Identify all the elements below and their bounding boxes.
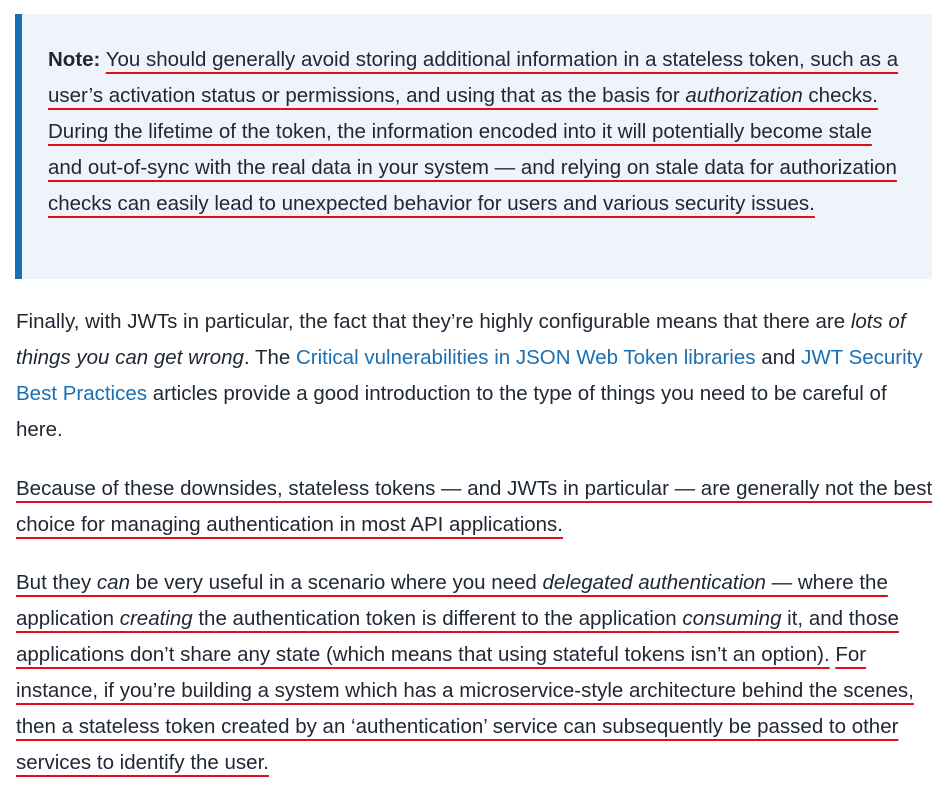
p3-emphasis-delegated: delegated authentication [542,571,766,594]
p3-sentence-1 [16,571,899,666]
note-sentence-1-end: checks. [802,84,878,107]
note-label: Note: [48,48,101,71]
p3-text-e: it, and those applications don’t share any state (which means that using stateful tokens isn’t an option). [16,607,899,666]
p3-text-a: But they [16,571,97,594]
p3-emphasis-consuming: consuming [682,607,782,630]
link-jwt-best-practices[interactable]: JWT Security Best Practices [16,346,923,405]
note-callout [15,14,932,279]
link-critical-vulnerabilities[interactable]: Critical vulnerabilities in JSON Web Token libraries [295,346,756,369]
note-sentence-1 [48,48,898,107]
p3-text-d: the authentication token is different to the application [192,607,683,630]
p1-text-b: . The [243,346,296,369]
paragraph-downsides [16,471,934,543]
p1-text-c: and [755,346,802,369]
note-emphasis-authorization: authorization [685,84,803,107]
p3-emphasis-can: can [96,571,130,594]
p2-text: Because of these downsides, stateless tokens — and JWTs in particular — are generally not the best choice for managing authentication in most API applications. [16,477,933,536]
paragraph-delegated-auth [16,565,934,781]
p3-sentence-2: For instance, if you’re building a system which has a microservice-style architecture behind the scenes, then a stateless token created by an ‘authentication’ service can subsequently be passed to other services to identify the user. [16,643,914,774]
note-sentence-2: During the lifetime of the token, the information encoded into it will potentially become stale and out-of-sync with the real data in your system — and relying on stale data for authorization checks can easily lead to unexpected behavior for users and various security issues. [48,120,897,215]
p3-text-b: be very useful in a scenario where you need [129,571,543,594]
p1-text-a: Finally, with JWTs in particular, the fact that they’re highly configurable means that there are [16,310,851,333]
p1-emphasis: lots of things you can get wrong [16,310,906,369]
p3-text-c: — where the application [16,571,888,630]
paragraph-jwt-configurable [16,304,934,448]
p3-emphasis-creating: creating [119,607,193,630]
note-sentence-1-start: You should generally avoid storing additional information in a stateless token, such as a user’s activation status or permissions, and using that as the basis for [48,48,899,107]
p1-text-d: articles provide a good introduction to the type of things you need to be careful of here. [16,382,887,441]
